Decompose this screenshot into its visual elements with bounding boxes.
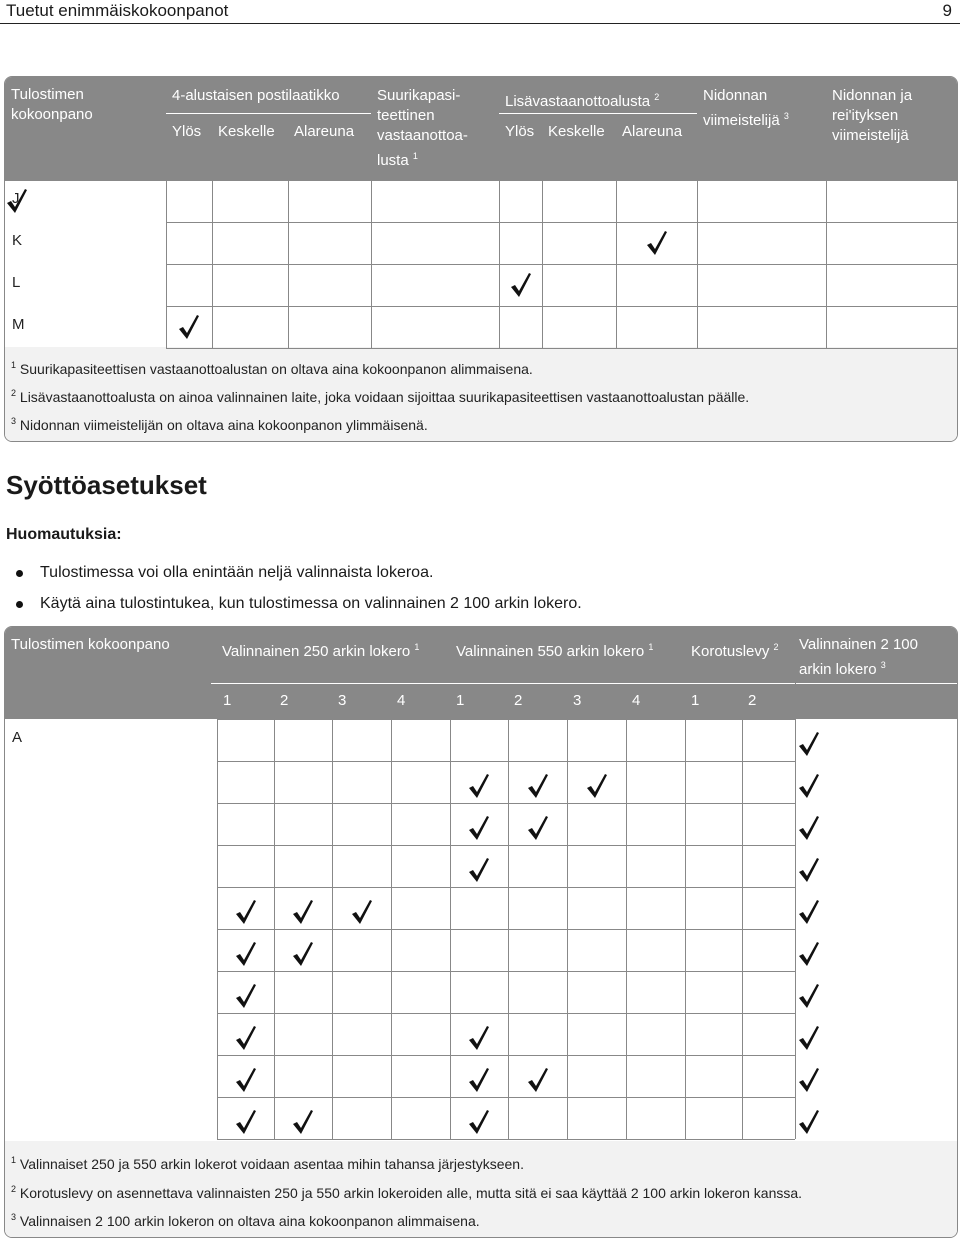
check-mark-icon: [797, 773, 821, 799]
check-mark-icon: [467, 1025, 491, 1051]
header-mailbox-sub-bottom: Alareuna: [294, 123, 355, 140]
check-mark-icon: [797, 983, 821, 1009]
column-divider: [697, 77, 698, 348]
page-header: [0, 0, 960, 24]
header-extra-sub-middle: Keskelle: [548, 123, 605, 140]
footnote: $^3$ Valinnaisen 2 100 arkin lokeron on oltava aina kokoonpanon alimmaisena.: [11, 1212, 480, 1229]
row-divider: [166, 264, 958, 265]
note-item: Käytä aina tulostintukea, kun tulostimessa on valinnainen 2 100 arkin lokero.: [40, 595, 582, 613]
check-mark-icon: [797, 899, 821, 925]
check-mark-icon: [467, 857, 491, 883]
check-mark-icon: [467, 1109, 491, 1135]
check-mark-icon: [526, 1067, 550, 1093]
tray-number: 3: [338, 692, 347, 709]
check-mark-icon: [291, 1109, 315, 1135]
check-mark-icon: [291, 899, 315, 925]
check-mark-icon: [234, 1109, 258, 1135]
section-title: Syöttöasetukset: [6, 470, 207, 500]
tray-number: 1: [691, 692, 700, 709]
check-mark-icon: [797, 941, 821, 967]
row-label: K: [12, 232, 23, 249]
header-spacer: Korotuslevy $^2$: [691, 642, 779, 660]
header-2100-tray: Valinnainen 2 100 arkin lokero $^3$: [799, 636, 918, 678]
tray-number: 1: [456, 692, 465, 709]
header-mailbox-sub-middle: Keskelle: [218, 123, 275, 140]
column-divider: [212, 115, 213, 348]
column-divider: [288, 115, 289, 348]
check-mark-icon: [797, 1109, 821, 1135]
row-label: A: [12, 729, 23, 746]
header-550-tray: Valinnainen 550 arkin lokero $^1$: [456, 642, 654, 660]
page-title: Tuetut enimmäiskokoonpanot: [6, 1, 229, 20]
check-mark-icon: [797, 731, 821, 757]
check-mark-icon: [234, 1025, 258, 1051]
bullet-icon: [16, 601, 23, 608]
header-staple-punch-finisher: Nidonnan ja rei'ityksen viimeistelijä: [832, 87, 913, 144]
row-divider: [217, 1097, 795, 1098]
header-extra-sub-up: Ylös: [505, 123, 535, 140]
column-divider: [826, 77, 827, 348]
page-number: 9: [942, 1, 952, 20]
output-options-table: [4, 76, 958, 442]
header-divider: [211, 683, 958, 684]
check-mark-icon: [797, 1025, 821, 1051]
table-header-background: [5, 77, 958, 180]
row-divider: [217, 803, 795, 804]
check-mark-icon: [526, 815, 550, 841]
check-mark-icon: [234, 983, 258, 1009]
notes-title: Huomautuksia:: [6, 526, 122, 543]
check-mark-icon: [5, 188, 29, 214]
check-mark-icon: [467, 773, 491, 799]
note-item: Tulostimessa voi olla enintään neljä valinnaista lokeroa.: [40, 564, 433, 582]
footnote: $^3$ Nidonnan viimeistelijän on oltava aina kokoonpanon ylimmäisenä.: [11, 416, 428, 433]
footnote: $^1$ Valinnaiset 250 ja 550 arkin lokerot voidaan asentaa mihin tahansa järjestykseen.: [11, 1155, 524, 1172]
row-label: M: [12, 316, 25, 333]
row-divider: [217, 845, 795, 846]
row-divider: [217, 719, 795, 720]
column-divider: [499, 77, 500, 348]
row-divider: [217, 1139, 795, 1140]
tray-number: 1: [223, 692, 232, 709]
header-mailbox: 4-alustaisen postilaatikko: [172, 87, 340, 104]
tray-number: 2: [514, 692, 523, 709]
header-divider: [499, 113, 697, 114]
header-staple-finisher: Nidonnan viimeistelijä $^3$: [703, 87, 789, 129]
check-mark-icon: [797, 815, 821, 841]
column-divider: [616, 115, 617, 348]
column-divider: [166, 77, 167, 348]
row-divider: [217, 929, 795, 930]
tray-number: 2: [280, 692, 289, 709]
bullet-icon: [16, 570, 23, 577]
tray-number: 4: [397, 692, 406, 709]
check-mark-icon: [350, 899, 374, 925]
row-divider: [217, 887, 795, 888]
header-mailbox-sub-up: Ylös: [172, 123, 202, 140]
check-mark-icon: [234, 941, 258, 967]
header-250-tray: Valinnainen 250 arkin lokero $^1$: [222, 642, 420, 660]
check-mark-icon: [291, 941, 315, 967]
tray-number: 4: [632, 692, 641, 709]
row-divider: [217, 761, 795, 762]
row-divider: [166, 306, 958, 307]
header-extra-sub-bottom: Alareuna: [622, 123, 683, 140]
check-mark-icon: [585, 773, 609, 799]
row-divider: [166, 348, 958, 349]
footnote: $^1$ Suurikapasiteettisen vastaanottoalustan on oltava aina kokoonpanon alimmaisena.: [11, 360, 533, 377]
header-printer-config: Tulostimen kokoonpano: [11, 636, 170, 653]
check-mark-icon: [797, 1067, 821, 1093]
header-divider: [166, 113, 371, 114]
row-divider: [217, 971, 795, 972]
check-mark-icon: [234, 1067, 258, 1093]
column-divider: [371, 77, 372, 348]
input-options-table: [4, 626, 958, 1238]
row-label: J: [12, 190, 20, 207]
check-mark-icon: [526, 773, 550, 799]
row-divider: [166, 222, 958, 223]
header-high-capacity: Suurikapasi- teettinen vastaanottoa- lusta $^1$: [377, 87, 468, 169]
row-divider: [217, 1055, 795, 1056]
footnote: $^2$ Korotuslevy on asennettava valinnaisten 250 ja 550 arkin lokeroiden alle, mutta sitä ei saa käyttää 2 100 arkin lokeron kanssa.: [11, 1184, 803, 1201]
footnote: $^2$ Lisävastaanottoalusta on ainoa valinnainen laite, joka voidaan sijoittaa suurikapasiteettisen vastaanottoalustan päälle.: [11, 388, 750, 405]
check-mark-icon: [177, 314, 201, 340]
check-mark-icon: [797, 857, 821, 883]
header-printer-config: Tulostimen kokoonpano: [11, 86, 93, 123]
row-label: L: [12, 274, 21, 291]
check-mark-icon: [234, 899, 258, 925]
column-divider: [795, 683, 796, 1139]
column-divider: [542, 115, 543, 348]
tray-number: 3: [573, 692, 582, 709]
check-mark-icon: [467, 815, 491, 841]
header-extra-tray: Lisävastaanottoalusta $^2$: [505, 92, 660, 110]
tray-number: 2: [748, 692, 757, 709]
row-divider: [217, 1013, 795, 1014]
row-divider: [5, 180, 958, 181]
check-mark-icon: [645, 230, 669, 256]
check-mark-icon: [467, 1067, 491, 1093]
check-mark-icon: [509, 272, 533, 298]
